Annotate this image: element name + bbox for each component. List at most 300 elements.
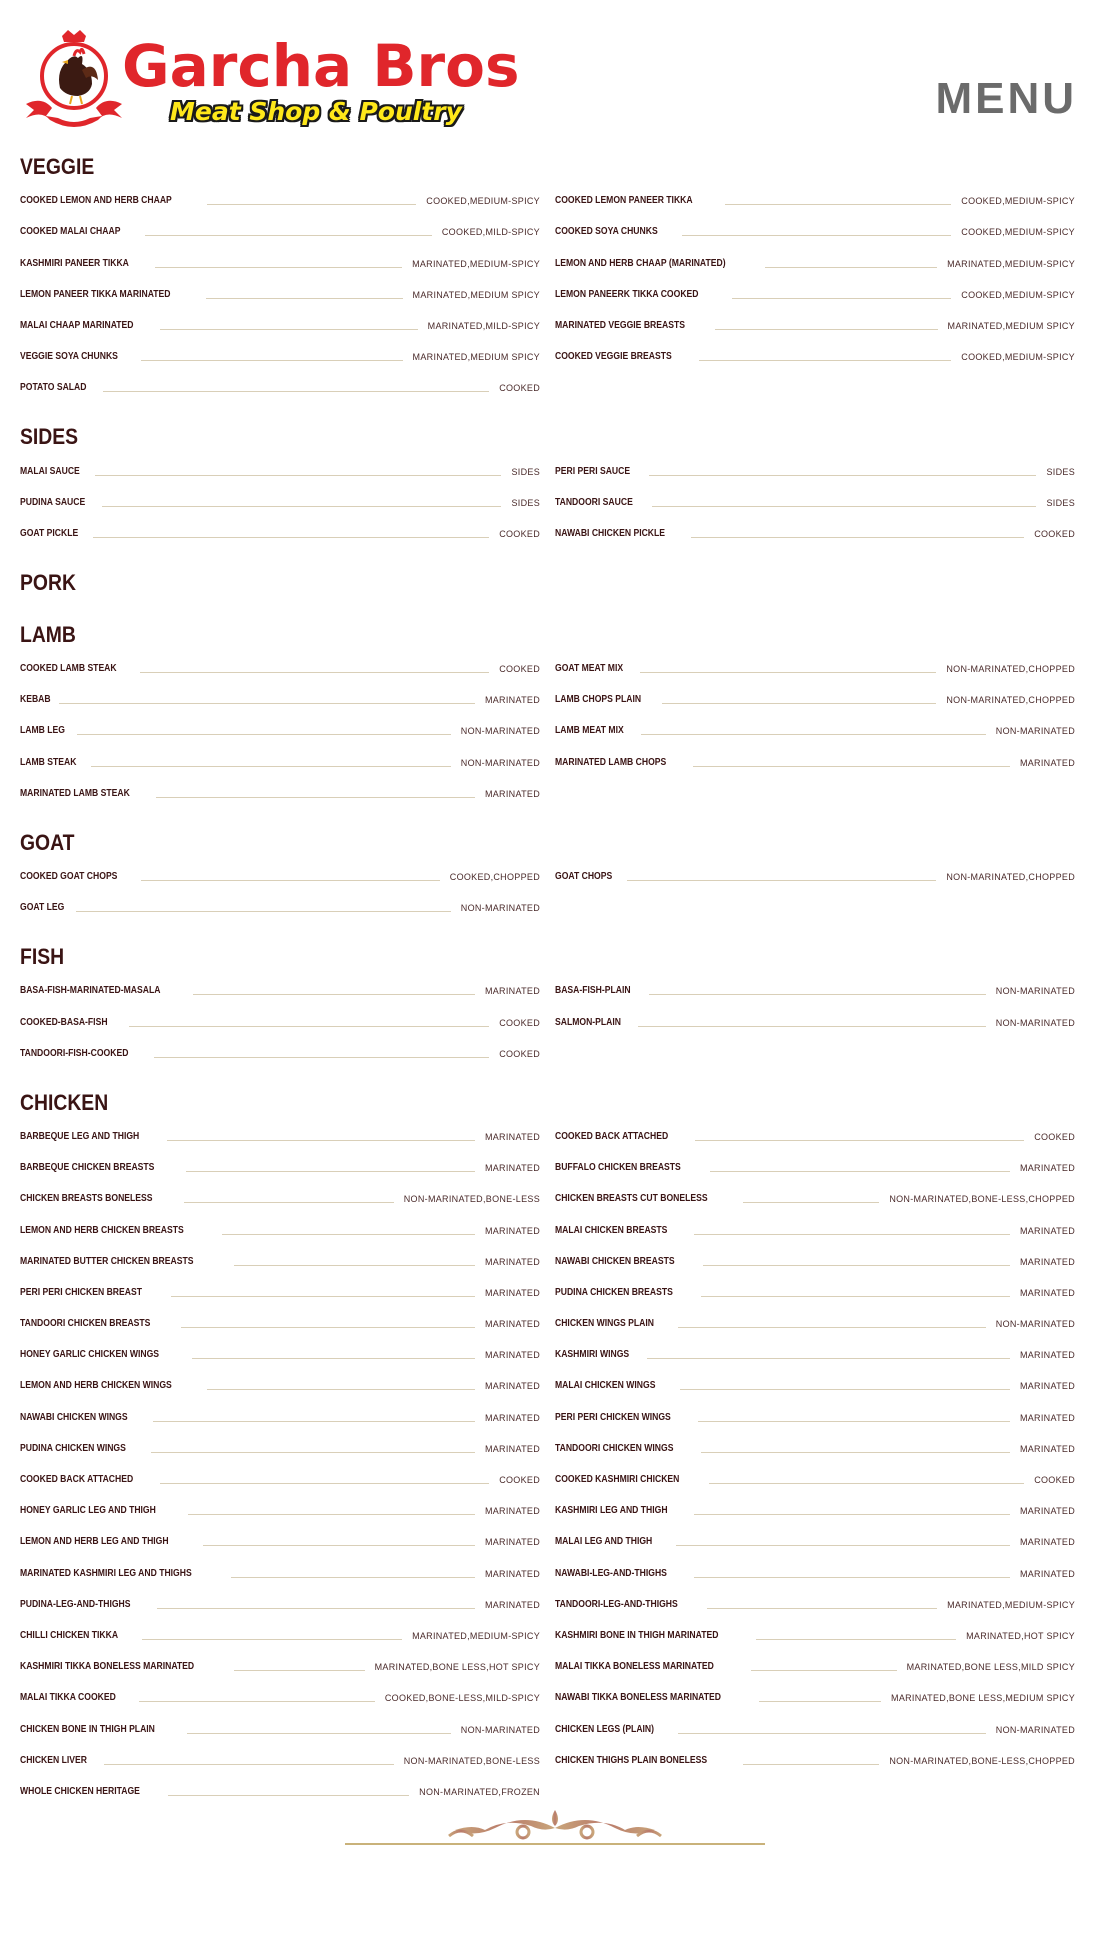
leader-line [701,1296,1010,1297]
menu-item-type: NON-MARINATED [995,986,1075,997]
menu-item-grid [20,652,1075,808]
menu-section-chicken [20,1086,1075,1806]
menu-item[interactable] [555,309,1075,340]
menu-item-name: CHICKEN BONE IN THIGH PLAIN [20,1722,155,1735]
menu-item-name: CHICKEN WINGS PLAIN [555,1317,655,1330]
menu-item-type: MARINATED [484,788,540,799]
leader-line [743,1764,880,1765]
menu-item[interactable] [20,891,540,922]
menu-item-type: MARINATED [484,1163,540,1174]
menu-item-type: MARINATED [484,1506,540,1517]
leader-line [640,672,936,673]
menu-item-type: COOKED [499,664,540,675]
menu-section-fish [20,940,1075,1068]
menu-item-name: MARINATED LAMB STEAK [20,786,130,799]
menu-item-type: MARINATED [484,1568,540,1579]
menu-item[interactable] [555,1369,1075,1400]
leader-line [206,298,403,299]
menu-item[interactable] [555,1650,1075,1681]
menu-item-type: COOKED,MEDIUM-SPICY [426,196,540,207]
menu-item-name: LAMB MEAT MIX [555,724,624,737]
menu-item[interactable] [20,1369,540,1400]
menu-item-name: HONEY GARLIC LEG AND THIGH [20,1504,156,1517]
menu-item-type: MARINATED,MEDIUM-SPICY [412,258,540,269]
menu-item[interactable] [555,340,1075,371]
menu-item-type: MARINATED [484,1256,540,1267]
leader-line [184,1202,394,1203]
menu-item-type: COOKED,CHOPPED [449,872,540,882]
leader-line [207,204,416,205]
menu-item-name: LEMON AND HERB CHICKEN BREASTS [20,1223,184,1236]
menu-item-type: MARINATED,MILD-SPICY [427,320,540,331]
menu-item[interactable] [20,246,540,277]
menu-item-type: MARINATED [484,1131,540,1142]
menu-item-type: NON-MARINATED,BONE-LESS [403,1194,540,1205]
section-title: GOAT [20,829,75,855]
menu-item-grid [20,454,1075,548]
leader-line [91,766,451,767]
leader-line [140,672,489,673]
menu-item[interactable] [20,454,540,485]
menu-item-name: COOKED LEMON AND HERB CHAAP [20,194,172,207]
menu-item-type: MARINATED,MEDIUM SPICY [947,320,1075,331]
menu-item[interactable] [20,278,540,309]
leader-line [649,994,986,995]
leader-line [192,1358,475,1359]
menu-item-type: MARINATED [1019,1256,1075,1267]
leader-line [699,360,951,361]
leader-line [76,911,451,912]
menu-item-type: SIDES [511,466,540,477]
menu-item-type: MARINATED [484,1412,540,1423]
menu-item-grid [20,974,1075,1068]
menu-item[interactable] [555,1525,1075,1556]
menu-item-type: MARINATED,MEDIUM-SPICY [412,1630,540,1641]
menu-item[interactable] [555,454,1075,485]
leader-line [638,1026,986,1027]
leader-line [188,1514,475,1515]
menu-item-name: NAWABI-LEG-AND-THIGHS [555,1566,667,1579]
menu-item[interactable] [555,1463,1075,1494]
menu-item-name: SALMON-PLAIN [555,1015,622,1028]
menu-item-name: GOAT CHOPS [555,870,613,882]
menu-item-name: KASHMIRI BONE IN THIGH MARINATED [555,1628,719,1641]
leader-line [680,1389,1010,1390]
menu-item[interactable] [555,1556,1075,1587]
menu-item[interactable] [555,1213,1075,1244]
menu-item-type: COOKED [499,1475,540,1485]
menu-item[interactable] [20,1005,540,1036]
menu-item[interactable] [20,745,540,776]
menu-item-name: COOKED BACK ATTACHED [20,1473,134,1485]
leader-line [725,204,951,205]
menu-item-name: LEMON AND HERB CHAAP (MARINATED) [555,256,726,269]
menu-item-name: MALAI CHAAP MARINATED [20,318,134,331]
menu-item-type: COOKED [1034,1475,1075,1485]
menu-item-name: TANDOORI-LEG-AND-THIGHS [555,1597,678,1610]
menu-item-name: NAWABI CHICKEN PICKLE [555,526,666,539]
leader-line [701,1452,1009,1453]
leader-line [743,1202,879,1203]
menu-item-name: CHICKEN BREASTS BONELESS [20,1192,153,1205]
menu-item[interactable] [555,1712,1075,1743]
menu-item-type: MARINATED [484,1350,540,1361]
menu-item-name: CHILLI CHICKEN TIKKA [20,1628,119,1641]
menu-item-name: LEMON PANEER TIKKA MARINATED [20,287,171,300]
menu-item-type: MARINATED [484,695,540,706]
menu-item-name: CHICKEN LIVER [20,1753,87,1766]
menu-item-name: NAWABI CHICKEN BREASTS [555,1254,675,1267]
menu-item-name: TANDOORI SAUCE [555,495,633,508]
leader-line [756,1639,956,1640]
leader-line [695,1140,1024,1141]
menu-item[interactable] [555,683,1075,714]
menu-item[interactable] [20,517,540,548]
leader-line [759,1701,881,1702]
menu-item-name: BARBEQUE CHICKEN BREASTS [20,1161,155,1174]
menu-item-name: BASA-FISH-PLAIN [555,984,631,997]
menu-item-name: WHOLE CHICKEN HERITAGE [20,1784,140,1797]
leader-line [678,1733,986,1734]
leader-line [141,360,402,361]
menu-item-grid [20,860,1075,922]
menu-item-type: MARINATED [1019,1412,1075,1423]
menu-item[interactable] [20,1775,540,1806]
menu-section-lamb [20,618,1075,808]
menu-item-name: KASHMIRI TIKKA BONELESS MARINATED [20,1660,195,1673]
menu-item[interactable] [555,1120,1075,1151]
menu-item[interactable] [555,714,1075,745]
menu-item-type: NON-MARINATED [460,1724,540,1735]
menu-item[interactable] [20,1556,540,1587]
menu-item[interactable] [555,1245,1075,1276]
menu-item-type: NON-MARINATED,BONE-LESS,CHOPPED [889,1755,1075,1766]
leader-line [715,329,937,330]
menu-item-name: KASHMIRI PANEER TIKKA [20,256,129,269]
menu-item-name: LEMON AND HERB LEG AND THIGH [20,1535,169,1548]
menu-item-name: LEMON PANEERK TIKKA COOKED [555,287,699,300]
menu-item-name: PUDINA CHICKEN BREASTS [555,1285,673,1298]
menu-item-name: COOKED BACK ATTACHED [555,1129,669,1142]
leader-line [155,267,402,268]
menu-item-name: MALAI TIKKA COOKED [20,1691,116,1704]
menu-item[interactable] [555,1588,1075,1619]
menu-item[interactable] [20,1744,540,1775]
menu-item[interactable] [20,309,540,340]
menu-item[interactable] [20,1619,540,1650]
menu-item-type: NON-MARINATED [460,757,540,768]
menu-item-name: PERI PERI SAUCE [555,464,631,477]
leader-line [129,1026,489,1027]
brand-subtitle: Meat Shop & Poultry [170,97,462,126]
leader-line [652,506,1037,507]
section-title: FISH [20,944,65,970]
menu-item-name: MALAI CHICKEN WINGS [555,1379,656,1392]
menu-item-type: MARINATED [484,1287,540,1298]
menu-item-name: LEMON AND HERB CHICKEN WINGS [20,1379,172,1392]
menu-item-name: COOKED SOYA CHUNKS [555,225,658,238]
menu-item[interactable] [555,974,1075,1005]
leader-line [156,797,475,798]
leader-line [694,1234,1010,1235]
leader-line [207,1389,475,1390]
menu-item-name: LAMB CHOPS PLAIN [555,693,642,706]
section-title: PORK [20,569,76,595]
leader-line [157,1608,475,1609]
menu-item-type: NON-MARINATED [995,1724,1075,1735]
menu-item-type: NON-MARINATED [995,726,1075,737]
leader-line [710,1171,1010,1172]
menu-item-type: MARINATED [484,1319,540,1330]
menu-item-type: MARINATED,MEDIUM-SPICY [947,1599,1075,1610]
menu-item-type: MARINATED [484,1537,540,1548]
leader-line [678,1327,986,1328]
menu-item[interactable] [20,184,540,215]
leader-line [151,1452,475,1453]
menu-item-name: MALAI SAUCE [20,464,80,477]
menu-item-type: COOKED,MEDIUM-SPICY [961,352,1075,363]
menu-item-type: COOKED,MILD-SPICY [441,227,540,238]
menu-item[interactable] [20,652,540,683]
menu-heading: MENU [935,74,1077,123]
leader-line [627,880,937,881]
menu-item-type: COOKED [499,383,540,394]
menu-item-name: TANDOORI-FISH-COOKED [20,1046,129,1059]
leader-line [168,1795,409,1796]
menu-item[interactable] [555,652,1075,683]
menu-item-type: COOKED,MEDIUM-SPICY [961,227,1075,238]
menu-item-name: MARINATED LAMB CHOPS [555,755,667,768]
menu-item[interactable] [20,1307,540,1338]
menu-item-name: TANDOORI CHICKEN WINGS [555,1441,674,1454]
menu-item[interactable] [20,1494,540,1525]
menu-item[interactable] [555,1400,1075,1431]
menu-item[interactable] [20,714,540,745]
menu-item[interactable] [20,371,540,402]
menu-item-type: MARINATED,BONE LESS,MEDIUM SPICY [891,1693,1075,1704]
menu-item[interactable] [555,246,1075,277]
menu-item-name: KASHMIRI LEG AND THIGH [555,1504,668,1517]
menu-item[interactable] [20,1213,540,1244]
menu-item-type: COOKED [1034,1131,1075,1142]
leader-line [160,1483,489,1484]
menu-item-type: MARINATED [1019,1225,1075,1236]
section-title: VEGGIE [20,154,95,179]
menu-item[interactable] [20,215,540,246]
leader-line [59,703,475,704]
menu-item-type: SIDES [1046,497,1075,508]
menu-item-name: GOAT MEAT MIX [555,662,624,675]
menu-item-type: MARINATED [484,1381,540,1392]
menu-item-name: MALAI CHICKEN BREASTS [555,1223,668,1236]
leader-line [694,1577,1010,1578]
menu-item[interactable] [555,1681,1075,1712]
menu-item[interactable] [20,1120,540,1151]
menu-item[interactable] [20,1650,540,1681]
leader-line [171,1296,475,1297]
leader-line [193,994,475,995]
menu-item-name: NAWABI TIKKA BONELESS MARINATED [555,1691,721,1704]
menu-item-name: TANDOORI CHICKEN BREASTS [20,1317,151,1330]
menu-item-type: NON-MARINATED [995,1319,1075,1330]
menu-item-name: KASHMIRI WINGS [555,1348,630,1361]
menu-item-name: COOKED-BASA-FISH [20,1015,108,1028]
leader-line [222,1234,475,1235]
menu-item-type: COOKED,BONE-LESS,MILD-SPICY [384,1693,540,1704]
menu-item[interactable] [20,860,540,891]
menu-item[interactable] [555,1276,1075,1307]
page-header [0,0,1112,140]
menu-item-type: NON-MARINATED [460,903,540,914]
leader-line [104,1764,394,1765]
menu-item[interactable] [555,215,1075,246]
menu-item-name: KEBAB [20,693,51,706]
menu-item-type: SIDES [511,497,540,508]
menu-item[interactable] [555,1005,1075,1036]
leader-line [703,1265,1010,1266]
menu-item[interactable] [20,1245,540,1276]
menu-item-name: COOKED GOAT CHOPS [20,870,118,882]
menu-item-type: NON-MARINATED [995,1017,1075,1028]
menu-item-type: MARINATED [1019,1443,1075,1454]
menu-item-type: COOKED [1034,528,1075,539]
menu-item[interactable] [555,517,1075,548]
menu-section-goat [20,826,1075,922]
menu-item-name: BUFFALO CHICKEN BREASTS [555,1161,681,1174]
section-title: SIDES [20,424,79,450]
leader-line [698,1421,1010,1422]
menu-item-type: MARINATED [1019,1350,1075,1361]
menu-item[interactable] [555,1744,1075,1775]
leader-line [691,537,1024,538]
menu-item[interactable] [20,777,540,808]
menu-item-name: PUDINA SAUCE [20,495,86,508]
menu-item-type: NON-MARINATED [460,726,540,737]
brand-logo[interactable] [22,30,520,135]
menu-item-type: NON-MARINATED,CHOPPED [946,664,1075,675]
menu-item[interactable] [20,486,540,517]
leader-line [732,298,951,299]
menu-item-name: MALAI LEG AND THIGH [555,1535,653,1548]
menu-item[interactable] [555,1494,1075,1525]
menu-item[interactable] [20,340,540,371]
menu-item-type: NON-MARINATED,BONE-LESS [403,1755,540,1766]
menu-item-name: LAMB LEG [20,724,65,737]
menu-item[interactable] [20,1712,540,1743]
menu-item-name: HONEY GARLIC CHICKEN WINGS [20,1348,160,1361]
menu-item-type: MARINATED [1019,1537,1075,1548]
menu-item-name: CHICKEN LEGS (PLAIN) [555,1722,655,1735]
menu-item-name: MARINATED VEGGIE BREASTS [555,318,685,331]
menu-item[interactable] [20,1463,540,1494]
menu-item-name: VEGGIE SOYA CHUNKS [20,350,118,363]
menu-item-type: COOKED [499,528,540,539]
menu-item[interactable] [555,860,1075,891]
menu-item[interactable] [20,1400,540,1431]
menu-item-name: GOAT LEG [20,901,65,914]
menu-item[interactable] [20,1681,540,1712]
menu-item[interactable] [555,1307,1075,1338]
rooster-emblem-icon [22,30,130,128]
menu-item-type: MARINATED [1019,757,1075,768]
menu-item-name: BASA-FISH-MARINATED-MASALA [20,984,161,997]
menu-item[interactable] [555,486,1075,517]
menu-item-type: MARINATED,HOT SPICY [966,1630,1075,1641]
menu-item[interactable] [555,1619,1075,1650]
menu-item-grid [20,184,1075,402]
menu-item-type: COOKED,MEDIUM-SPICY [961,289,1075,300]
menu-item[interactable] [20,1037,540,1068]
leader-line [707,1608,937,1609]
menu-item[interactable] [20,1338,540,1369]
menu-section-sides [20,420,1075,548]
menu-item-type: COOKED,MEDIUM-SPICY [961,196,1075,207]
menu-item[interactable] [555,745,1075,776]
menu-item[interactable] [20,1182,540,1213]
menu-item[interactable] [20,1151,540,1182]
leader-line [141,880,440,881]
menu-item-type: NON-MARINATED,CHOPPED [946,695,1075,706]
menu-item[interactable] [555,1338,1075,1369]
leader-line [153,1421,475,1422]
menu-item-name: POTATO SALAD [20,381,87,394]
menu-item-type: MARINATED [484,1599,540,1610]
leader-line [142,1639,402,1640]
leader-line [709,1483,1025,1484]
menu-item[interactable] [555,1151,1075,1182]
menu-item[interactable] [20,1276,540,1307]
menu-item[interactable] [555,1432,1075,1463]
menu-item-grid [20,1120,1075,1806]
menu-item[interactable] [555,1182,1075,1213]
decorative-flourish-icon [345,1808,765,1848]
leader-line [647,1358,1010,1359]
menu-section-pork [20,566,1075,600]
menu-item[interactable] [555,184,1075,215]
leader-line [167,1140,475,1141]
menu-item-type: COOKED [499,1017,540,1028]
menu-item-name: BARBEQUE LEG AND THIGH [20,1129,140,1142]
leader-line [160,329,417,330]
menu-item[interactable] [20,683,540,714]
menu-item-name: PERI PERI CHICKEN BREAST [20,1285,143,1298]
leader-line [751,1670,897,1671]
menu-item-name: COOKED VEGGIE BREASTS [555,350,672,363]
menu-item-type: NON-MARINATED,FROZEN [419,1786,540,1797]
menu-item-name: PERI PERI CHICKEN WINGS [555,1410,671,1423]
menu-item[interactable] [20,1525,540,1556]
menu-item[interactable] [20,974,540,1005]
leader-line [154,1057,489,1058]
menu-item-type: MARINATED,MEDIUM-SPICY [947,258,1075,269]
menu-item-name: MARINATED BUTTER CHICKEN BREASTS [20,1254,194,1267]
section-title: LAMB [20,621,76,647]
leader-line [181,1327,475,1328]
leader-line [693,766,1010,767]
leader-line [203,1545,475,1546]
leader-line [139,1701,375,1702]
menu-item-name: CHICKEN THIGHS PLAIN BONELESS [555,1753,708,1766]
leader-line [77,734,451,735]
leader-line [682,235,951,236]
menu-item[interactable] [555,278,1075,309]
menu-item[interactable] [20,1588,540,1619]
menu-item[interactable] [20,1432,540,1463]
menu-item-type: NON-MARINATED,BONE-LESS,CHOPPED [889,1194,1075,1205]
menu-item-type: MARINATED,MEDIUM SPICY [412,352,540,363]
menu-item-type: MARINATED [484,1225,540,1236]
menu-item-name: COOKED MALAI CHAAP [20,225,121,238]
